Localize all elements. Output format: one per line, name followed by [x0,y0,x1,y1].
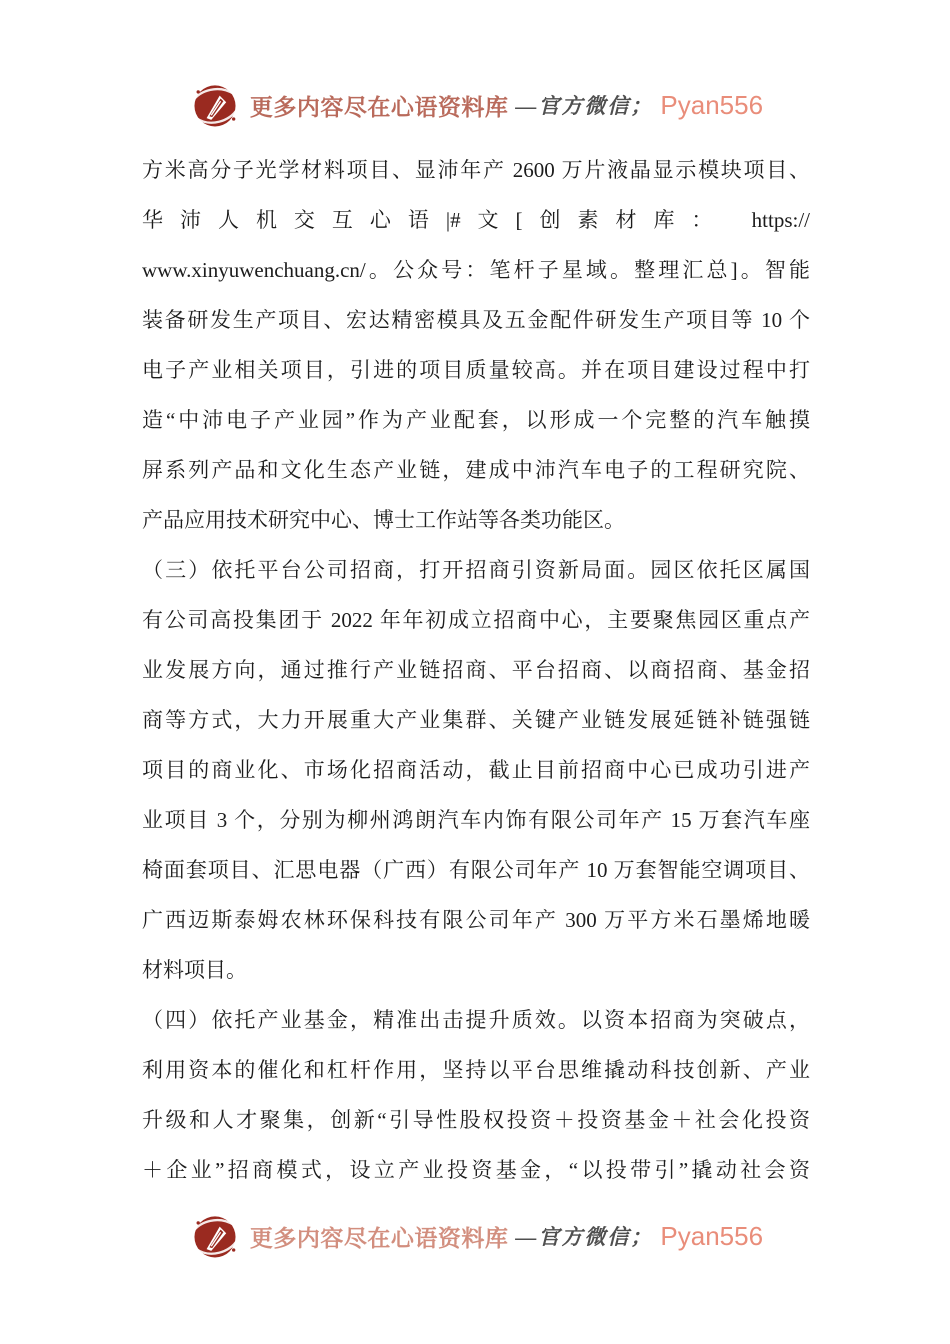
watermark-wechat-label: —官方微信； [515,94,654,118]
text-line: 业项目 3 个，分别为柳州鸿朗汽车内饰有限公司年产 15 万套汽车座 [142,808,810,832]
text-line: 升级和人才聚集，创新“引导性股权投资＋投资基金＋社会化投资 [142,1108,810,1132]
text-line: 装备研发生产项目、宏达精密模具及五金配件研发生产项目等 10 个 [142,308,810,332]
pen-nib-logo-icon [187,1208,243,1264]
header-watermark [0,74,950,136]
document-body [142,145,810,1195]
footer-watermark [0,1205,950,1267]
text-line: 商等方式，大力开展重大产业集群、关键产业链发展延链补链强链 [142,708,810,732]
text-line: 椅面套项目、汇思电器（广西）有限公司年产 10 万套智能空调项目、 [142,858,810,882]
text-line: ＋企业”招商模式，设立产业投资基金，“以投带引”撬动社会资 [142,1158,810,1182]
pen-nib-logo-icon [187,77,243,133]
text-line: 广西迈斯泰姆农林环保科技有限公司年产 300 万平方米石墨烯地暖 [142,908,810,932]
text-line: 有公司高投集团于 2022 年年初成立招商中心，主要聚焦园区重点产 [142,608,810,632]
watermark-wechat-id: Pyan556 [660,89,764,120]
text-line: 材料项目。 [142,958,247,982]
text-line: 利用资本的催化和杠杆作用，坚持以平台思维撬动科技创新、产业 [142,1058,810,1082]
text-line: 业发展方向，通过推行产业链招商、平台招商、以商招商、基金招 [142,658,810,682]
watermark-text: 更多内容尽在心语资料库 [249,1225,509,1251]
watermark-wechat-label: —官方微信； [515,1225,654,1249]
text-line: 造“中沛电子产业园”作为产业配套，以形成一个完整的汽车触摸 [142,408,810,432]
text-line: 方米高分子光学材料项目、显沛年产 2600 万片液晶显示模块项目、 [142,158,810,182]
text-line: 华沛人机交互心语|#文[创素材库： https:// [142,208,810,232]
text-line: 产品应用技术研究中心、博士工作站等各类功能区。 [142,508,625,532]
text-line: 项目的商业化、市场化招商活动，截止目前招商中心已成功引进产 [142,758,810,782]
text-line: 屏系列产品和文化生态产业链，建成中沛汽车电子的工程研究院、 [142,458,810,482]
text-line: www.xinyuwenchuang.cn/。公众号：笔杆子星域。整理汇总]。智能 [142,258,810,282]
text-line: （四）依托产业基金，精准出击提升质效。以资本招商为突破点， [142,1008,810,1032]
watermark-wechat-id: Pyan556 [660,1220,764,1251]
text-line: 电子产业相关项目，引进的项目质量较高。并在项目建设过程中打 [142,358,810,382]
text-line: （三）依托平台公司招商，打开招商引资新局面。园区依托区属国 [142,558,810,582]
watermark-text: 更多内容尽在心语资料库 [249,94,509,120]
